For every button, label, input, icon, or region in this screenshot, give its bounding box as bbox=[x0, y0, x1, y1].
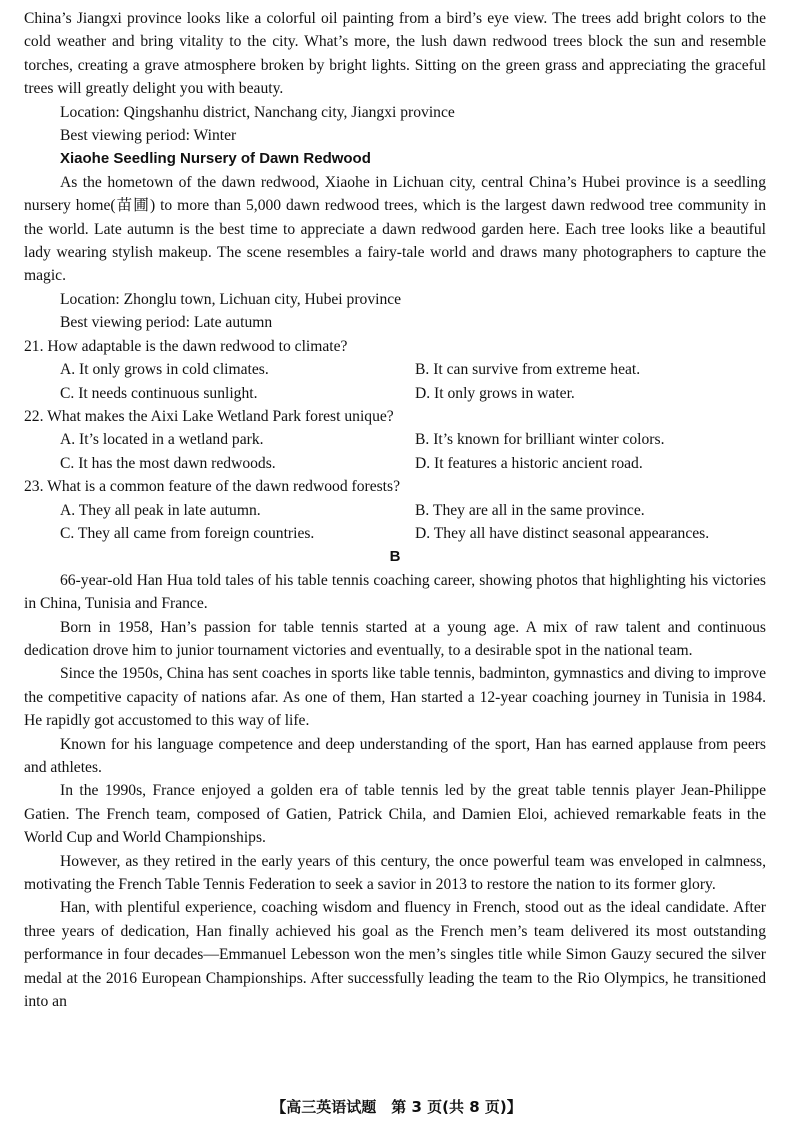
option-d: D. It only grows in water. bbox=[415, 384, 575, 402]
passage-b-paragraph: 66-year-old Han Hua told tales of his table tennis coaching career, showing photos that highlighting his victories in China, Tunisia and France. bbox=[24, 571, 766, 613]
option-b: B. It can survive from extreme heat. bbox=[415, 361, 641, 379]
option-b: B. It’s known for brilliant winter colors. bbox=[415, 431, 665, 449]
viewing-period-1: Best viewing period: Winter bbox=[60, 127, 237, 145]
passage-a-paragraph-1: China’s Jiangxi province looks like a colorful oil painting from a bird’s eye view. The trees add bright colors to the cold weather and bring vitality to the city. What’s more, the lush dawn redwood trees block the sun and resemble torches, creating a grave atmosphere broken by bright lights. Sitting on the green grass and appreciating the graceful trees will greatly delight you with beauty. bbox=[24, 10, 766, 98]
location-1: Location: Qingshanhu district, Nanchang city, Jiangxi province bbox=[60, 103, 455, 121]
question-stem: 22. What makes the Aixi Lake Wetland Park forest unique? bbox=[24, 407, 394, 425]
viewing-period-2: Best viewing period: Late autumn bbox=[60, 314, 273, 332]
question-stem: 23. What is a common feature of the dawn redwood forests? bbox=[24, 478, 401, 496]
passage-b-paragraph: Han, with plentiful experience, coaching wisdom and fluency in French, stood out as the ideal candidate. After three years of dedication, Han finally achieved his goal as the French men’s team delivered its most outstanding performance in four decades—Emmanuel Lebesson won the men’s singles title while Simon Gauzy secured the silver medal at the 2016 European Championships. After successfully leading the team to the Rio Olympics, he transitioned into an bbox=[24, 899, 766, 1011]
option-c: C. It needs continuous sunlight. bbox=[60, 384, 258, 402]
option-c: C. It has the most dawn redwoods. bbox=[60, 454, 276, 472]
section-heading-xiaohe: Xiaohe Seedling Nursery of Dawn Redwood bbox=[60, 150, 371, 168]
question-21 bbox=[24, 335, 766, 405]
page-content bbox=[24, 7, 766, 1013]
question-23 bbox=[24, 475, 766, 545]
question-22 bbox=[24, 405, 766, 475]
option-a: A. It only grows in cold climates. bbox=[60, 361, 269, 379]
passage-b-paragraph: Born in 1958, Han’s passion for table tennis started at a young age. A mix of raw talent and continuous dedication drove him to junior tournament victories and eventually, to a desirable spot in the national team. bbox=[24, 618, 766, 659]
passage-b-paragraph: Since the 1950s, China has sent coaches in sports like table tennis, badminton, gymnastics and diving to improve the competitive capacity of nations afar. As one of them, Han started a 12-year coaching journey in Tunisia in 1984. He rapidly got accustomed to this way of life. bbox=[24, 665, 766, 730]
passage-b-paragraph: In the 1990s, France enjoyed a golden era of table tennis led by the great table tennis player Jean-Philippe Gatien. The French team, composed of Gatien, Patrick Chila, and Damien Eloi, achieved remarkable feats in the World Cup and World Championships. bbox=[24, 782, 766, 847]
option-a: A. They all peak in late autumn. bbox=[60, 501, 261, 519]
page-footer: 【高三英语试题 第 3 页(共 8 页)】 bbox=[271, 1098, 522, 1116]
section-b-heading: B bbox=[389, 548, 401, 566]
location-2: Location: Zhonglu town, Lichuan city, Hubei province bbox=[60, 290, 402, 308]
passage-b-paragraph: Known for his language competence and deep understanding of the sport, Han has earned applause from peers and athletes. bbox=[24, 735, 766, 776]
option-d: D. They all have distinct seasonal appearances. bbox=[415, 524, 710, 542]
passage-b-paragraph: However, as they retired in the early years of this century, the once powerful team was enveloped in calmness, motivating the French Table Tennis Federation to seek a savior in 2013 to restore the nation to its former glory. bbox=[24, 852, 766, 894]
option-b: B. They are all in the same province. bbox=[415, 501, 645, 519]
option-d: D. It features a historic ancient road. bbox=[415, 454, 643, 472]
option-c: C. They all came from foreign countries. bbox=[60, 524, 315, 542]
passage-a-paragraph-2: As the hometown of the dawn redwood, Xiaohe in Lichuan city, central China’s Hubei province is a seedling nursery home(苗圃) to more than 5,000 dawn redwood trees, which is the largest dawn redwood tree community in the world. Late autumn is the best time to appreciate a dawn redwood garden here. Each tree looks like a beautiful lady wearing stylish makeup. The scene resembles a fairy-tale world and draws many photographers to capture the magic. bbox=[24, 173, 766, 285]
question-stem: 21. How adaptable is the dawn redwood to climate? bbox=[24, 337, 348, 355]
option-a: A. It’s located in a wetland park. bbox=[60, 431, 264, 449]
